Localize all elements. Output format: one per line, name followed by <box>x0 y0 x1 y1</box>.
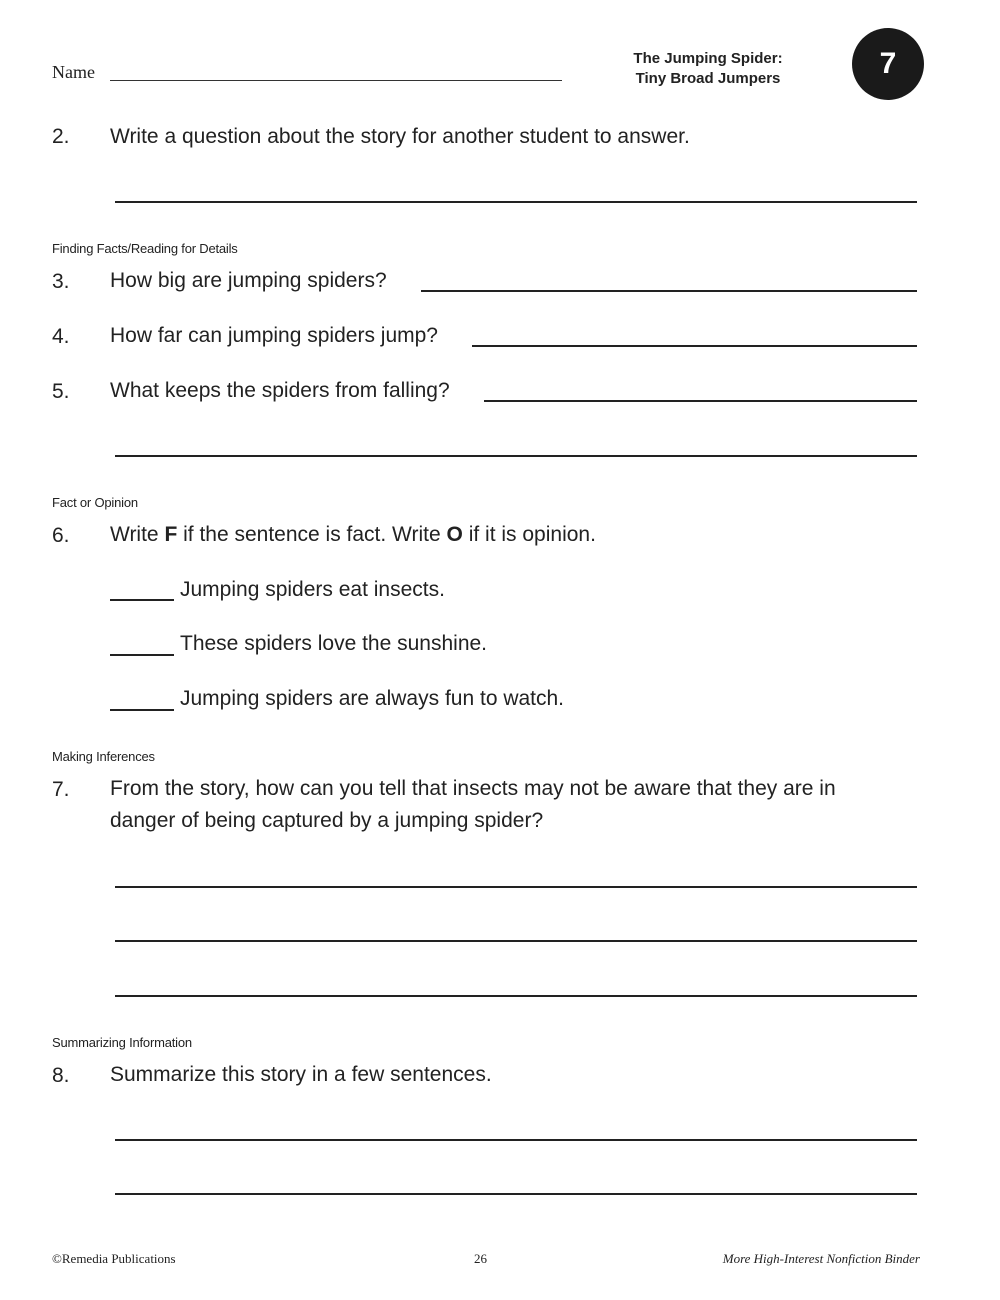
question-7-line-2: danger of being captured by a jumping spider? <box>110 809 544 832</box>
section-label-making-inferences: Making Inferences <box>52 749 155 764</box>
section-label-fact-or-opinion: Fact or Opinion <box>52 495 138 510</box>
q6-text-pre: Write <box>110 523 165 546</box>
question-4-text: How far can jumping spiders jump? <box>110 324 438 347</box>
answer-line[interactable] <box>484 400 917 402</box>
lesson-number-badge: 7 <box>852 28 924 100</box>
answer-line[interactable] <box>472 345 917 347</box>
fact-opinion-item: These spiders love the sunshine. <box>180 632 488 655</box>
title-line-1: The Jumping Spider: <box>633 50 783 67</box>
worksheet-title <box>598 49 818 89</box>
fact-marker-f: F <box>164 523 178 546</box>
question-number: 3. <box>52 270 70 293</box>
opinion-marker-o: O <box>446 523 463 546</box>
q6-text-mid: if the sentence is fact. Write <box>177 523 447 546</box>
answer-line[interactable] <box>115 886 917 888</box>
title-line-2: Tiny Broad Jumpers <box>635 70 781 87</box>
footer-page-number: 26 <box>474 1251 487 1266</box>
question-6-text <box>110 519 596 551</box>
question-2-text: Write a question about the story for another student to answer. <box>110 125 690 148</box>
question-number: 8. <box>52 1064 70 1087</box>
fact-opinion-item: Jumping spiders eat insects. <box>180 578 445 601</box>
section-label-summarizing: Summarizing Information <box>52 1035 192 1050</box>
question-number: 6. <box>52 524 70 547</box>
name-field-line[interactable] <box>110 80 562 81</box>
answer-line[interactable] <box>115 1193 917 1195</box>
answer-line[interactable] <box>115 1139 917 1141</box>
q6-text-post: if it is opinion. <box>462 523 596 546</box>
question-number: 7. <box>52 778 70 801</box>
question-number: 4. <box>52 325 70 348</box>
answer-line[interactable] <box>115 201 917 203</box>
fact-opinion-blank[interactable] <box>110 654 174 656</box>
fact-opinion-blank[interactable] <box>110 709 174 711</box>
question-5-text: What keeps the spiders from falling? <box>110 379 450 402</box>
question-number: 2. <box>52 125 70 148</box>
answer-line[interactable] <box>421 290 917 292</box>
answer-line[interactable] <box>115 940 917 942</box>
question-8-text: Summarize this story in a few sentences. <box>110 1063 492 1086</box>
fact-opinion-item: Jumping spiders are always fun to watch. <box>180 687 565 710</box>
name-label: Name <box>52 62 95 82</box>
question-7-line-1: From the story, how can you tell that insects may not be aware that they are in <box>110 777 836 800</box>
question-3-text: How big are jumping spiders? <box>110 269 387 292</box>
footer-publisher: ©Remedia Publications <box>52 1251 176 1266</box>
answer-line[interactable] <box>115 455 917 457</box>
fact-opinion-blank[interactable] <box>110 599 174 601</box>
question-number: 5. <box>52 380 70 403</box>
answer-line[interactable] <box>115 995 917 997</box>
section-label-finding-facts: Finding Facts/Reading for Details <box>52 241 238 256</box>
footer-book-title: More High-Interest Nonfiction Binder <box>722 1251 920 1266</box>
